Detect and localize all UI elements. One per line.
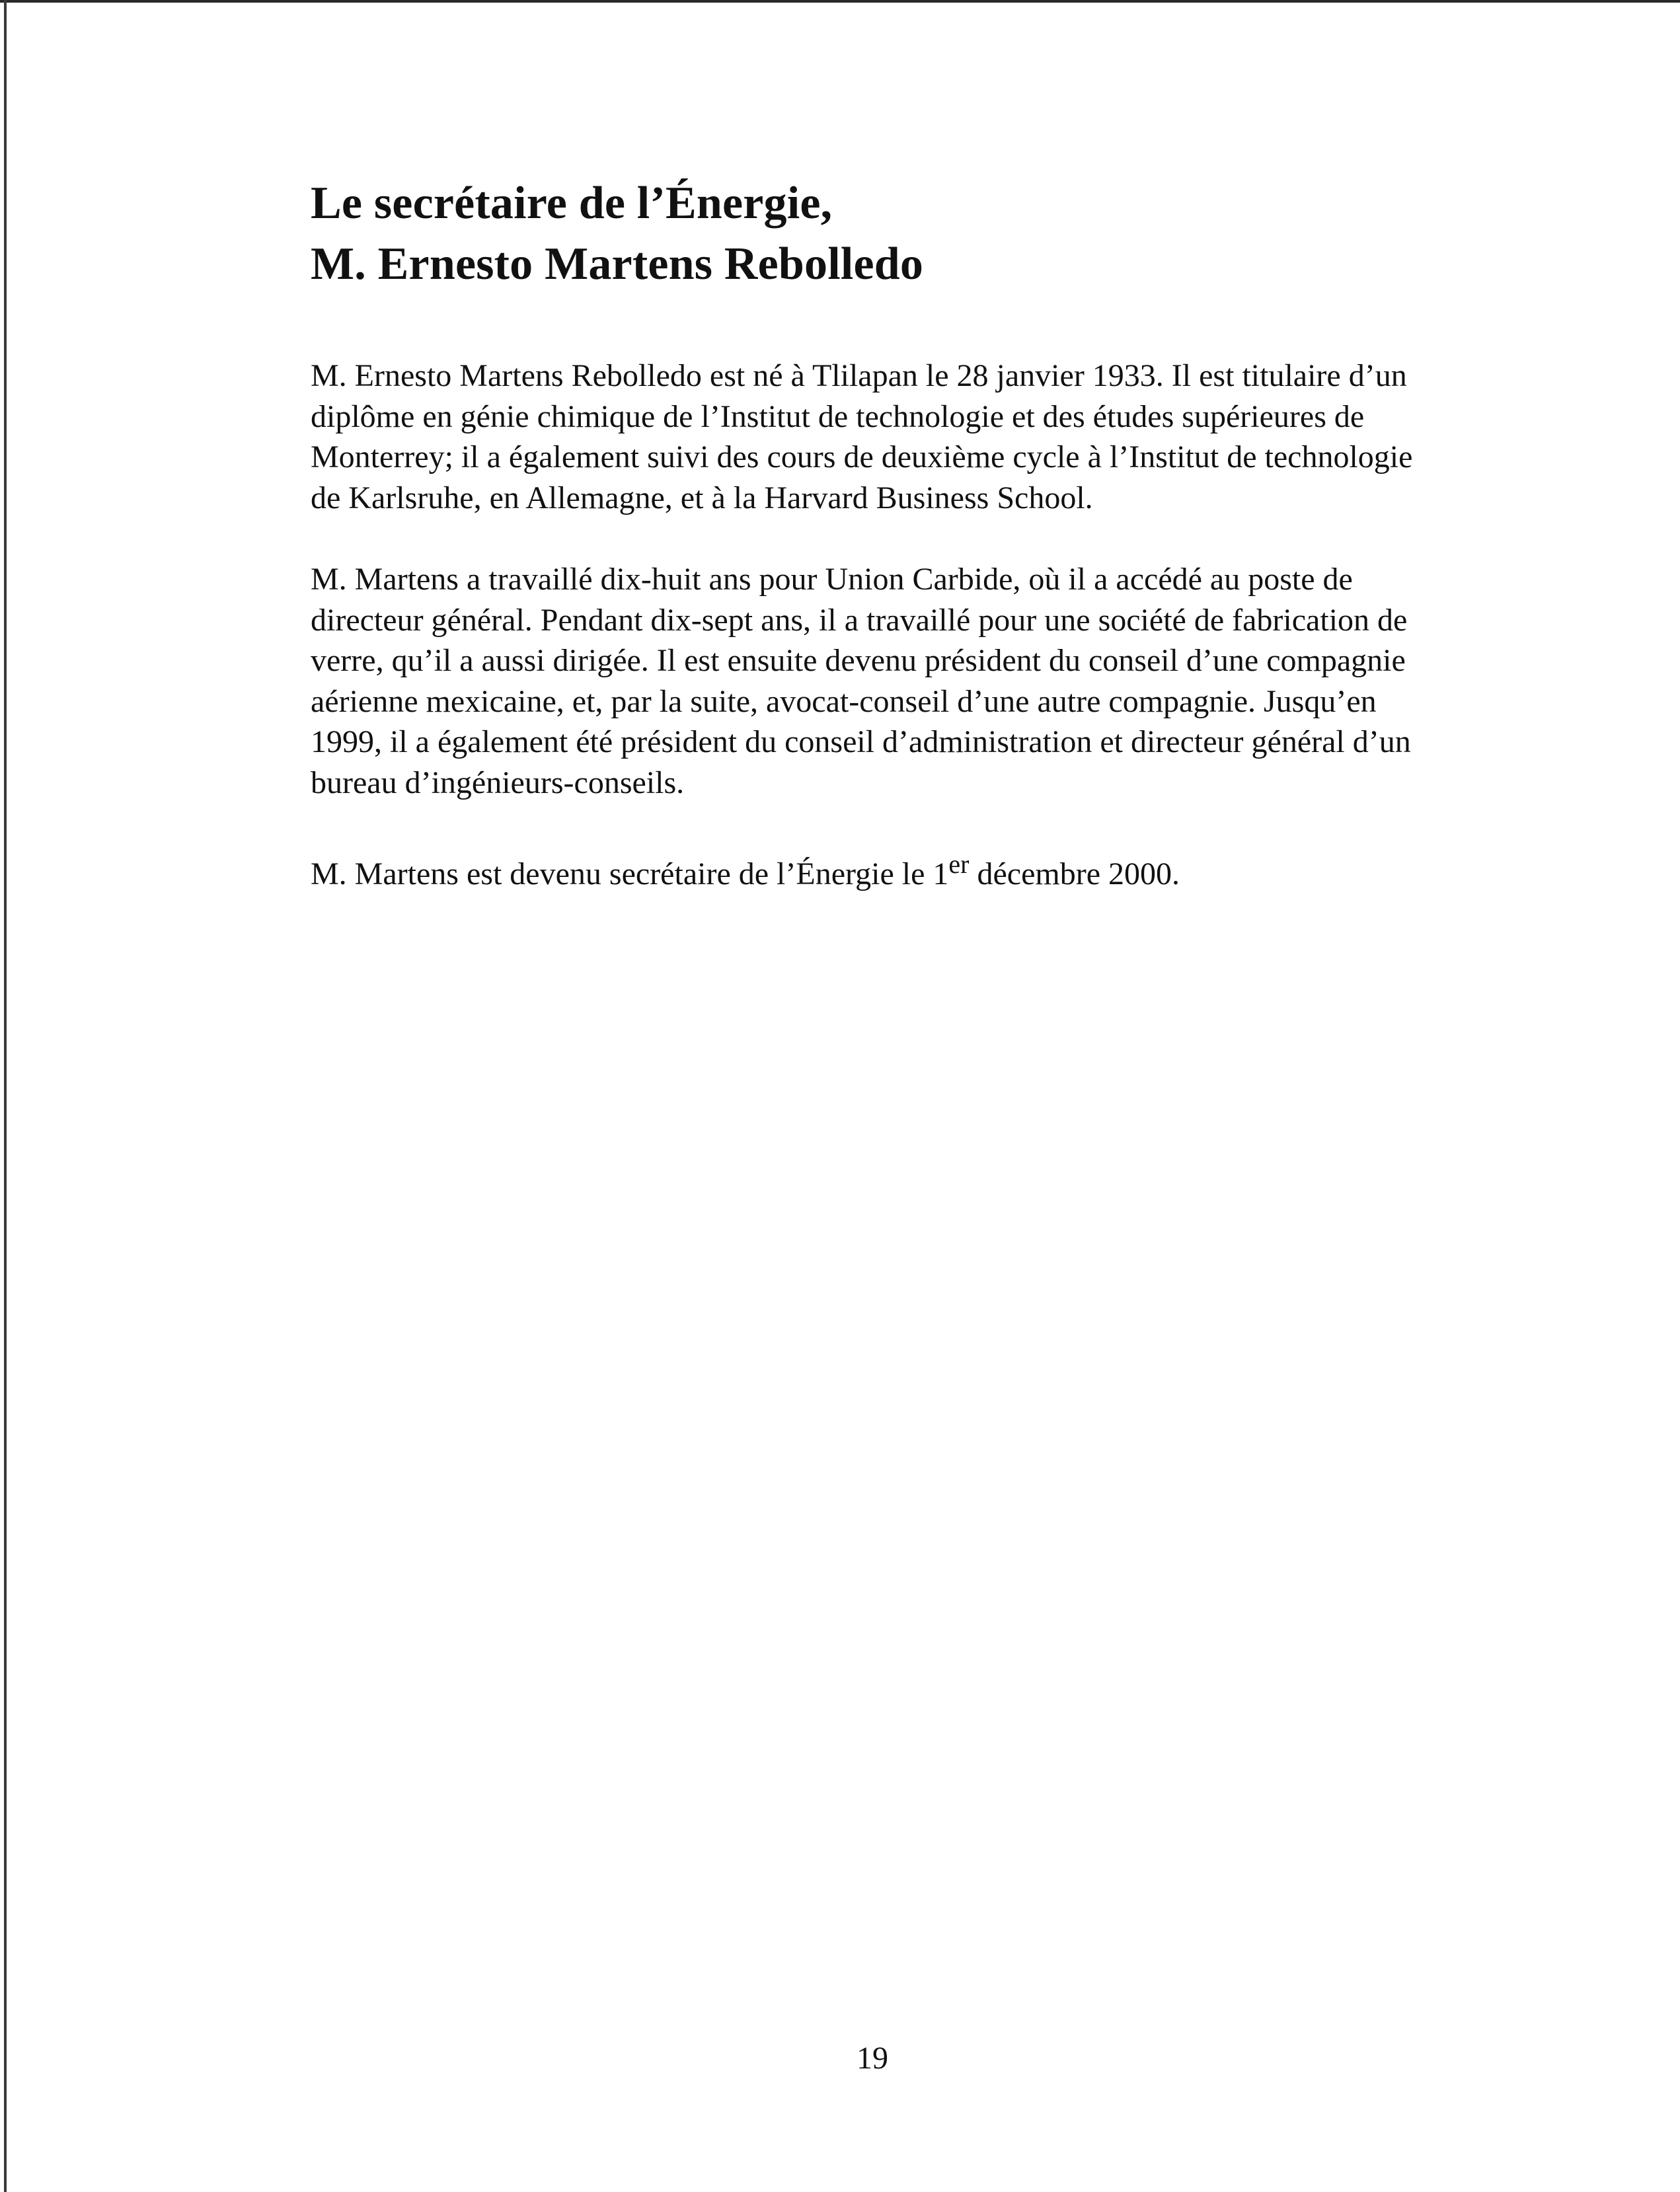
paragraph-appointment	[311, 844, 1447, 895]
page-number: 19	[857, 2041, 888, 2076]
paragraph-education: M. Ernesto Martens Rebolledo est né à Tlilapan le 28 janvier 1933. Il est titulaire d’un diplôme en génie chimique de l’Institut de technologie et des études supérieures de Monterrey; il a également suivi des cours de deuxième cycle à l’Institut de technologie de Karlsruhe, en Allemagne, et à la Harvard Business School.	[311, 358, 1413, 515]
ordinal-superscript: er	[948, 849, 970, 879]
appointment-text-start: M. Martens est devenu secrétaire de l’Énergie le 1	[311, 856, 949, 891]
page-content	[311, 173, 1447, 936]
paragraph-career: M. Martens a travaillé dix-huit ans pour Union Carbide, où il a accédé au poste de directeur général. Pendant dix-sept ans, il a travaillé pour une société de fabrication de verre, qu’il a aussi dirigée. Il est ensuite devenu président du conseil d’une compagnie aérienne mexicaine, et, par la suite, avocat-conseil d’une autre compagnie. Jusqu’en 1999, il a également été président du conseil d’administration et directeur général d’un bureau d’ingénieurs-conseils.	[311, 562, 1411, 800]
title-line-2: M. Ernesto Martens Rebolledo	[311, 239, 924, 289]
scan-top-edge	[0, 0, 1680, 3]
page-title	[311, 173, 1447, 295]
scan-left-edge	[4, 0, 7, 2192]
title-line-1: Le secrétaire de l’Énergie,	[311, 178, 833, 229]
appointment-text-end: décembre 2000.	[969, 856, 1180, 891]
body-text	[311, 356, 1447, 895]
